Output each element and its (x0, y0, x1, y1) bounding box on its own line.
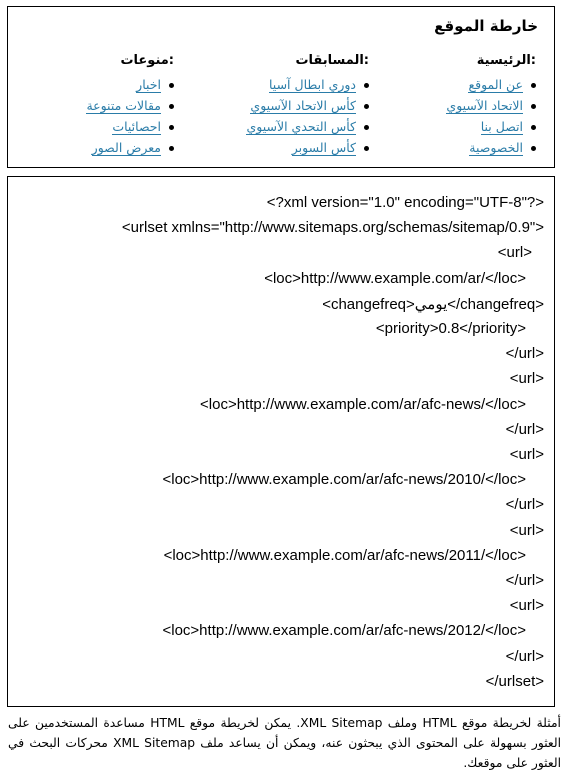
xml-line: <url> (509, 597, 544, 614)
sitemap-link[interactable]: معرض الصور (91, 140, 161, 155)
xml-line: <changefreq>يومي</changefreq> (322, 296, 544, 313)
sitemap-link[interactable]: كأس التحدي الآسيوي (246, 119, 356, 134)
column-title: :المسابقات (295, 53, 369, 68)
list-item (246, 96, 369, 117)
xml-line: </url> (505, 496, 544, 513)
column-title: :منوعات (120, 53, 174, 68)
column-title: :الرئيسية (476, 53, 536, 68)
html-sitemap-panel (7, 6, 555, 168)
list-item (86, 117, 174, 138)
xml-line: <loc>http://www.example.com/ar/afc-news/2012/</loc> (162, 622, 526, 639)
xml-line: </url> (505, 572, 544, 589)
list-item (86, 96, 174, 117)
sitemap-column-misc (86, 53, 174, 159)
sitemap-link[interactable]: اخبار (136, 77, 161, 92)
sitemap-link[interactable]: احصائيات (112, 119, 161, 134)
sitemap-link[interactable]: اتصل بنا (480, 119, 523, 134)
sitemap-column-main (446, 53, 536, 159)
list-item (446, 138, 536, 159)
xml-line: <url> (509, 446, 544, 463)
sitemap-link[interactable]: الخصوصية (469, 140, 523, 155)
sitemap-link[interactable]: كأس السوبر (291, 140, 356, 155)
figure-caption: أمثلة لخريطة موقع HTML وملف XML Sitemap. يمكن لخريطة موقع HTML مساعدة المستخدمين على العثور بسهولة على المحتوى الذي يبحثون عنه، ويمكن أن يساعد ملف XML Sitemap محركات البحث في العثور على موقعك. (8, 716, 561, 770)
list-item (446, 96, 536, 117)
xml-line: <url> (509, 522, 544, 539)
xml-line: <url> (509, 370, 544, 387)
xml-line: </url> (505, 648, 544, 665)
sitemap-link[interactable]: عن الموقع (468, 77, 523, 92)
xml-line: <priority>0.8</priority> (375, 320, 526, 337)
xml-line: <loc>http://www.example.com/ar/afc-news/2011/</loc> (163, 547, 526, 564)
link-list (446, 75, 536, 159)
xml-line: </url> (505, 345, 544, 362)
xml-line: <?xml version="1.0" encoding="UTF-8"?> (266, 194, 544, 211)
list-item (246, 117, 369, 138)
list-item (446, 75, 536, 96)
xml-line: <loc>http://www.example.com/ar/</loc> (264, 270, 526, 287)
xml-line: <loc>http://www.example.com/ar/afc-news/2010/</loc> (162, 471, 526, 488)
link-list (246, 75, 369, 159)
xml-line: </url> (505, 421, 544, 438)
xml-line: <loc>http://www.example.com/ar/afc-news/</loc> (200, 396, 526, 413)
list-item (86, 75, 174, 96)
sitemap-link[interactable]: دوري ابطال آسيا (269, 77, 356, 92)
xml-line: <url> (497, 244, 532, 261)
list-item (246, 138, 369, 159)
sitemap-link[interactable]: الاتحاد الآسيوي (446, 98, 523, 113)
link-list (86, 75, 174, 159)
list-item (246, 75, 369, 96)
sitemap-title: خارطة الموقع (434, 17, 538, 35)
xml-sitemap-panel (7, 176, 555, 707)
xml-line: <urlset xmlns="http://www.sitemaps.org/schemas/sitemap/0.9"> (121, 219, 544, 236)
list-item (86, 138, 174, 159)
sitemap-link[interactable]: كأس الاتحاد الآسيوي (250, 98, 356, 113)
xml-line: </urlset> (485, 673, 544, 690)
list-item (446, 117, 536, 138)
sitemap-link[interactable]: مقالات متنوعة (86, 98, 161, 113)
sitemap-column-competitions (246, 53, 369, 159)
